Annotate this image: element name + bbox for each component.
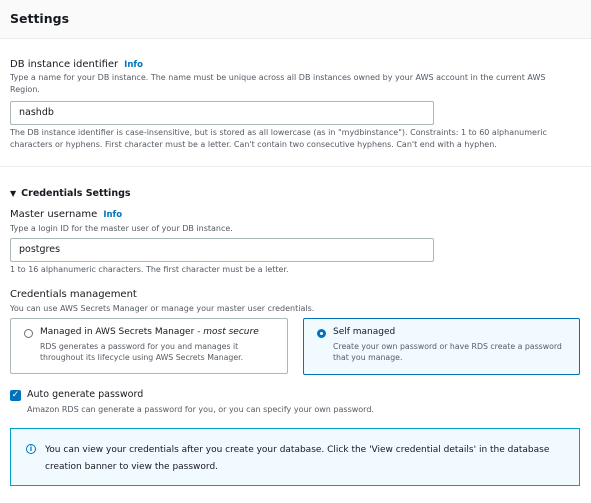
master-username-input[interactable]: postgres <box>10 238 434 262</box>
secrets-manager-radio[interactable] <box>24 329 33 338</box>
db-identifier-description: Type a name for your DB instance. The name must be unique across all DB instances owned by your AWS account in the current AWS Region. <box>10 73 546 94</box>
master-username-constraints: 1 to 16 alphanumeric characters. The first character must be a letter. <box>10 265 289 274</box>
section-divider <box>0 166 591 167</box>
self-managed-description: Create your own password or have RDS create a password that you manage. <box>333 342 562 362</box>
settings-header <box>0 0 591 39</box>
checkmark-icon: ✓ <box>11 390 20 400</box>
credentials-management-description: You can use AWS Secrets Manager or manage your master user credentials. <box>10 304 315 313</box>
auto-generate-checkbox[interactable] <box>10 390 21 401</box>
credentials-settings-toggle[interactable] <box>10 181 131 200</box>
master-username-info-link[interactable]: Info <box>103 210 123 220</box>
self-managed-title: Self managed <box>333 327 396 337</box>
db-identifier-input[interactable]: nashdb <box>10 101 434 125</box>
self-managed-radio[interactable] <box>317 329 326 338</box>
credentials-info-alert <box>10 428 580 486</box>
info-icon: i <box>26 444 36 454</box>
auto-generate-label[interactable]: Auto generate password <box>27 389 144 400</box>
db-identifier-label: DB instance identifier <box>10 59 119 70</box>
secrets-manager-title-suffix: - most secure <box>194 327 259 337</box>
secrets-manager-title: Managed in AWS Secrets Manager <box>40 327 195 337</box>
secrets-manager-description: RDS generates a password for you and manages it throughout its lifecycle using AWS Secrets Manager. <box>40 342 244 362</box>
option-secrets-manager[interactable] <box>10 318 288 374</box>
db-identifier-info-link[interactable]: Info <box>124 60 143 70</box>
credentials-settings-title: Credentials Settings <box>21 188 131 199</box>
caret-down-icon: ▼ <box>10 189 17 198</box>
option-self-managed[interactable] <box>303 318 580 375</box>
secrets-manager-title-row <box>40 327 259 337</box>
db-identifier-label-row <box>10 59 143 70</box>
master-username-label: Master username <box>10 209 98 220</box>
db-identifier-constraints: The DB instance identifier is case-insensitive, but is stored as all lowercase (as in "mydbinstance"). Constraints: 1 to 60 alphanumeric characters or hyphens. First character must be a letter. Can't contain two consecutive hyphens. Can't end with a hyphen. <box>10 128 547 149</box>
master-username-description: Type a login ID for the master user of your DB instance. <box>10 224 233 233</box>
master-username-label-row <box>10 209 122 220</box>
credentials-management-label: Credentials management <box>10 289 137 300</box>
auto-generate-description: Amazon RDS can generate a password for you, or you can specify your own password. <box>27 405 374 414</box>
alert-text: You can view your credentials after you create your database. Click the 'View credential details' in the database creation banner to view the password. <box>45 445 550 472</box>
settings-title: Settings <box>10 11 70 26</box>
